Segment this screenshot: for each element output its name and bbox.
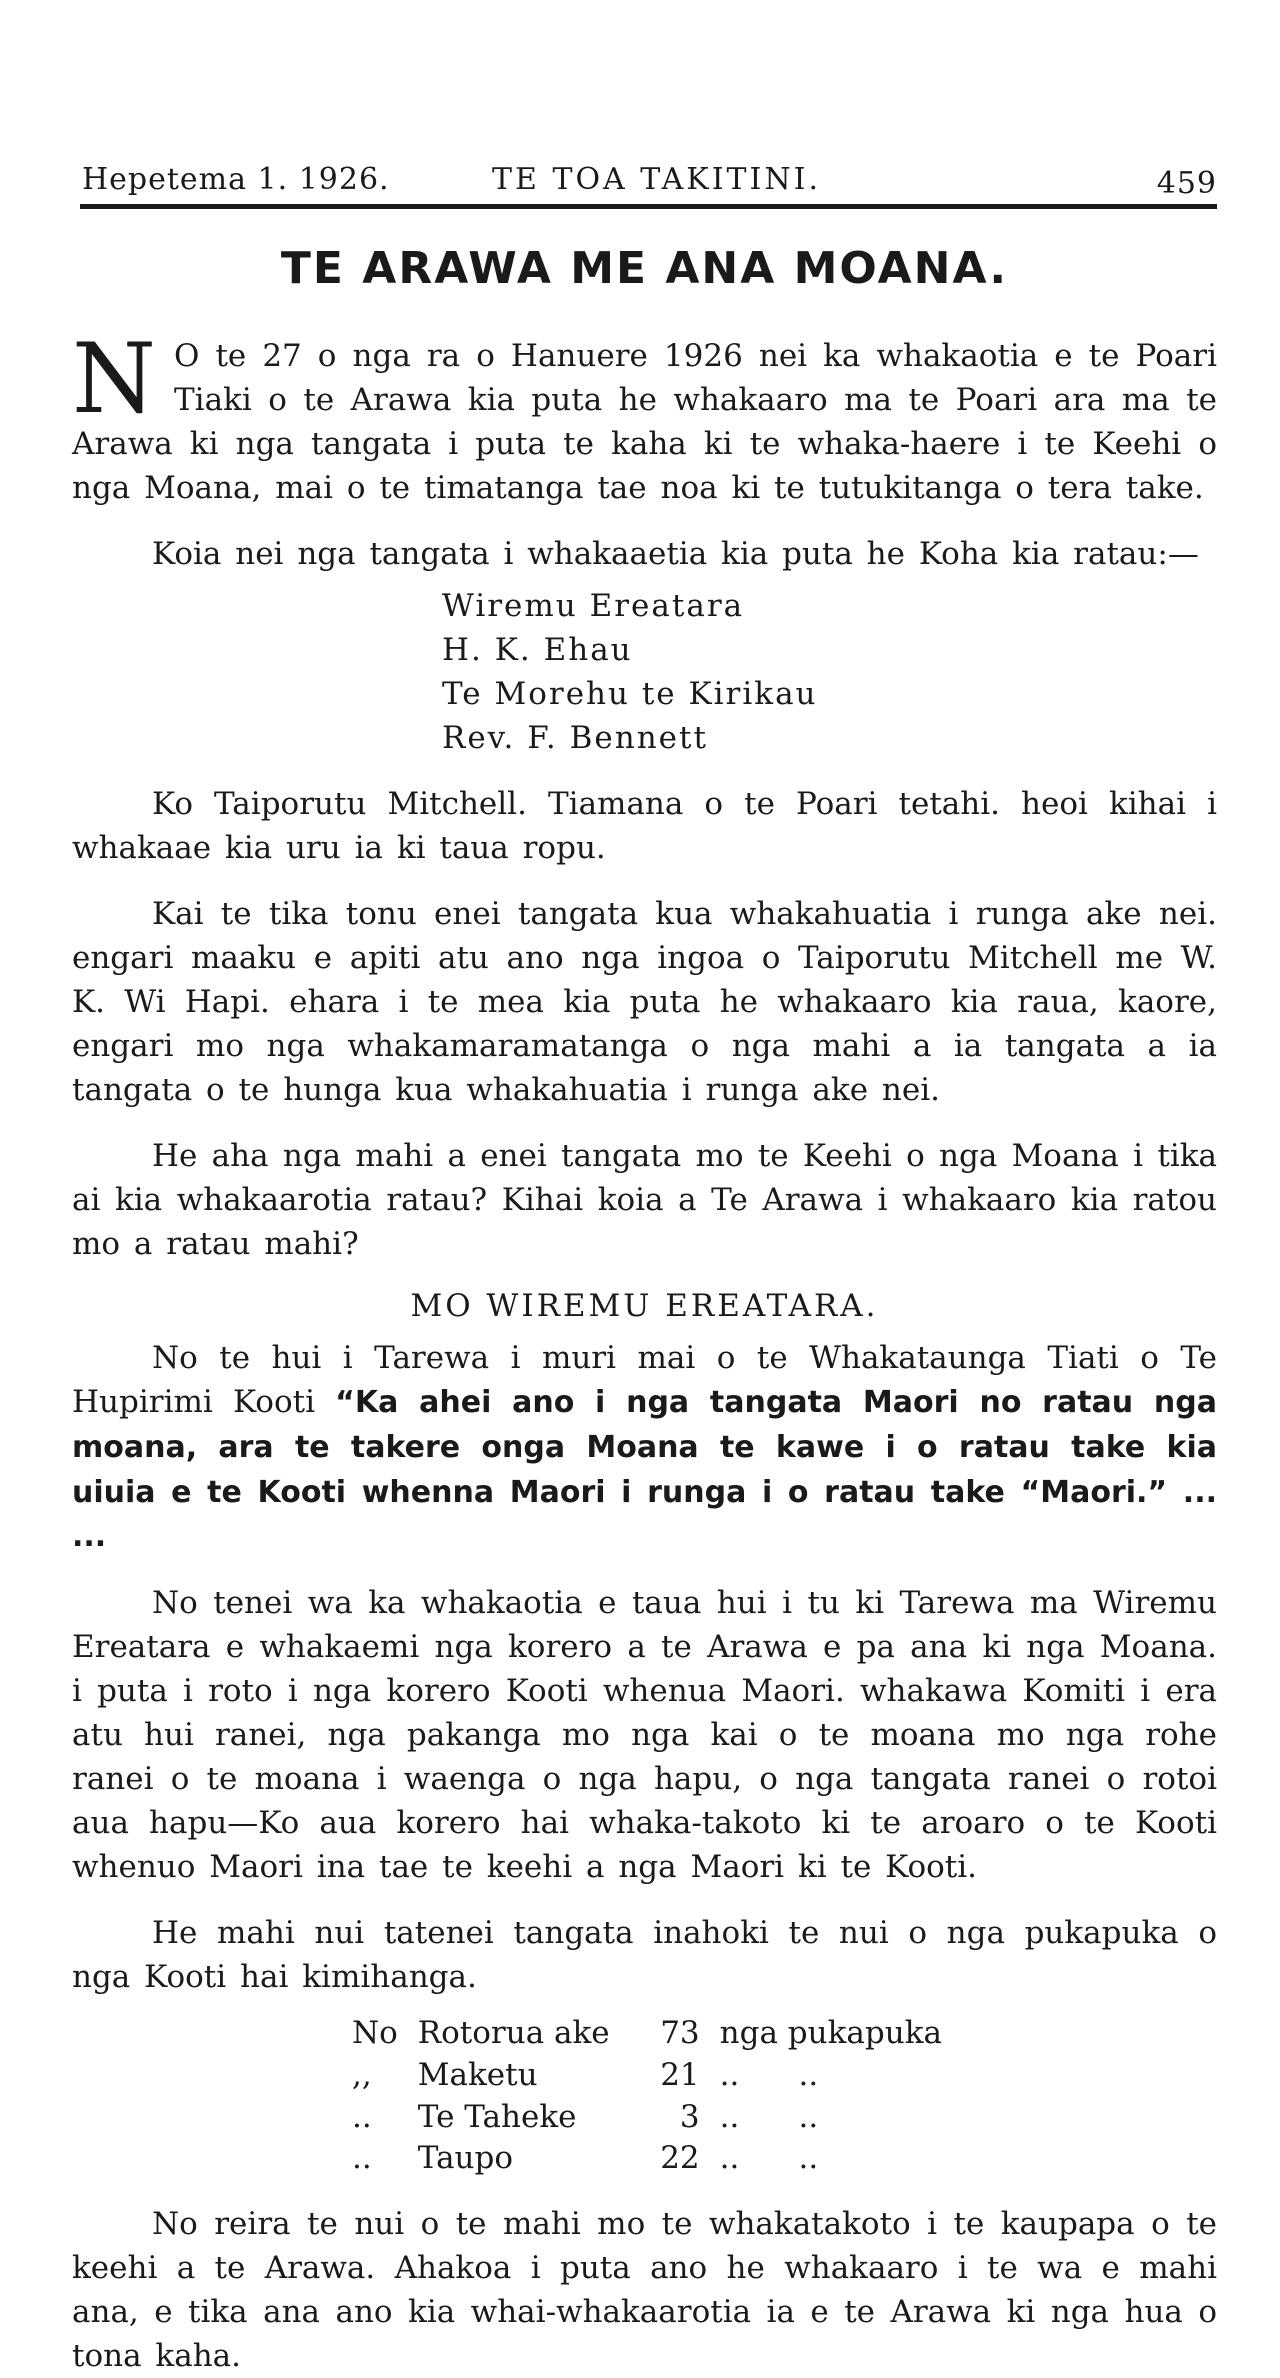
names-list [442, 584, 1217, 760]
paragraph-hui [72, 1336, 1217, 1558]
paragraph-intro [72, 323, 1217, 510]
row-place: Te Taheke [417, 2098, 577, 2135]
dots: .. [798, 2056, 819, 2093]
page-number: 459 [1156, 166, 1217, 201]
publication-name: TE TOA TAKITINI. [492, 162, 822, 197]
paragraph-tika: Kai te tika tonu enei tangata kua whakahuatia i runga ake nei. engari maaku e apiti atu ano nga ingoa o Taiporutu Mitchell me W. K. Wi Hapi. ehara i te mea kia puta he whakaaro kia raua, kaore, engari mo nga whakamaramatanga o nga mahi a ia tangata a ia tangata o te hunga kua whakahuatia i runga ake nei. [72, 896, 1217, 1109]
book-counts-table [342, 2013, 952, 2180]
paragraph-reira: No reira te nui o te mahi mo te whakatakoto i te kaupapa o te keehi a te Arawa. Ahakoa i puta ano he whakaaro i te wa e mahi ana, e tika ana ano kia whai-whakaarotia ia e te Arawa ki nga hua o tona kaha. [72, 2206, 1217, 2375]
section-heading: MO WIREMU EREATARA. [410, 1288, 879, 1325]
article-title: TE ARAWA ME ANA MOANA. [280, 243, 1009, 294]
row-prefix: No [352, 2014, 398, 2051]
row-dots [710, 2097, 952, 2139]
row-place: Rotorua ake [417, 2014, 610, 2051]
row-dots [710, 2138, 952, 2180]
dots: .. [719, 2098, 740, 2135]
paragraph-aha: He aha nga mahi a enei tangata mo te Keehi o nga Moana i tika ai kia whakaarotia ratau? Kihai koia a Te Arawa i whakaaro kia ratou mo a ratau mahi? [72, 1138, 1217, 1263]
row-prefix: .. [352, 2140, 372, 2177]
row-count: 73 [660, 2014, 700, 2051]
name-item: Te Morehu te Kirikau [442, 676, 818, 713]
row-prefix: .. [352, 2098, 372, 2135]
page [72, 150, 1217, 2378]
header-rule [80, 204, 1217, 209]
paragraph-taiporutu: Ko Taiporutu Mitchell. Tiamana o te Poari tetahi. heoi kihai i whakaae kia uru ia ki taua ropu. [72, 786, 1217, 867]
drop-cap: N [72, 323, 156, 435]
row-place: Maketu [417, 2056, 538, 2093]
row-label: nga pukapuka [719, 2014, 942, 2051]
issue-date: Hepetema 1. 1926. [82, 162, 390, 197]
name-item: H. K. Ehau [442, 632, 633, 669]
row-prefix: ,, [352, 2056, 372, 2093]
row-count: 3 [679, 2098, 700, 2135]
hui-text: No te hui i Tarewa i muri mai o te Whakataunga Tiati o Te Hupirimi Kooti [72, 1340, 1217, 1421]
row-count: 22 [660, 2140, 700, 2177]
dots: .. [798, 2098, 819, 2135]
table-row [342, 2013, 952, 2055]
table-row [342, 2138, 952, 2180]
row-dots [710, 2055, 952, 2097]
bold-quote: “Ka ahei ano i nga tangata Maori no ratau nga moana, ara te takere onga Moana te kawe i o ratau take kia uiuia e te Kooti whenna Maori i runga i o ratau take “Maori.” ... ... [72, 1385, 1217, 1555]
paragraph-tenei: No tenei wa ka whakaotia e taua hui i tu ki Tarewa ma Wiremu Ereatara e whakaemi nga korero a te Arawa e pa ana ki nga Moana. i puta i roto i nga korero Kooti whenua Maori. whakawa Komiti i era atu hui ranei, nga pakanga mo nga kai o te moana mo nga rohe ranei o te moana i waenga o nga hapu, o nga tangata ranei o rotoi aua hapu—Ko aua korero hai whaka-takoto ki te aroaro o te Kooti whenuo Maori ina tae te keehi a nga Maori ki te Kooti. [72, 1584, 1217, 1885]
name-item: Rev. F. Bennett [442, 720, 708, 757]
row-count: 21 [660, 2056, 700, 2093]
page-header [72, 150, 1217, 204]
dots: .. [719, 2140, 740, 2177]
intro-text: O te 27 o nga ra o Hanuere 1926 nei ka whakaotia e te Poari Tiaki o te Arawa kia puta he whakaaro ma te Poari ara ma te Arawa ki nga tangata i puta te kaha ki te whaka-haere i te Keehi o nga Moana, mai o te timatanga tae noa ki te tutukitanga o tera take. [72, 338, 1217, 507]
paragraph-koha: Koia nei nga tangata i whakaaetia kia puta he Koha kia ratau:— [152, 536, 1199, 573]
paragraph-mahi: He mahi nui tatenei tangata inahoki te nui o nga pukapuka o nga Kooti hai kimihanga. [72, 1914, 1217, 1995]
dots: .. [798, 2140, 819, 2177]
table-row [342, 2097, 952, 2139]
row-place: Taupo [417, 2140, 514, 2177]
table-row [342, 2055, 952, 2097]
dots: .. [719, 2056, 740, 2093]
name-item: Wiremu Ereatara [442, 588, 745, 625]
